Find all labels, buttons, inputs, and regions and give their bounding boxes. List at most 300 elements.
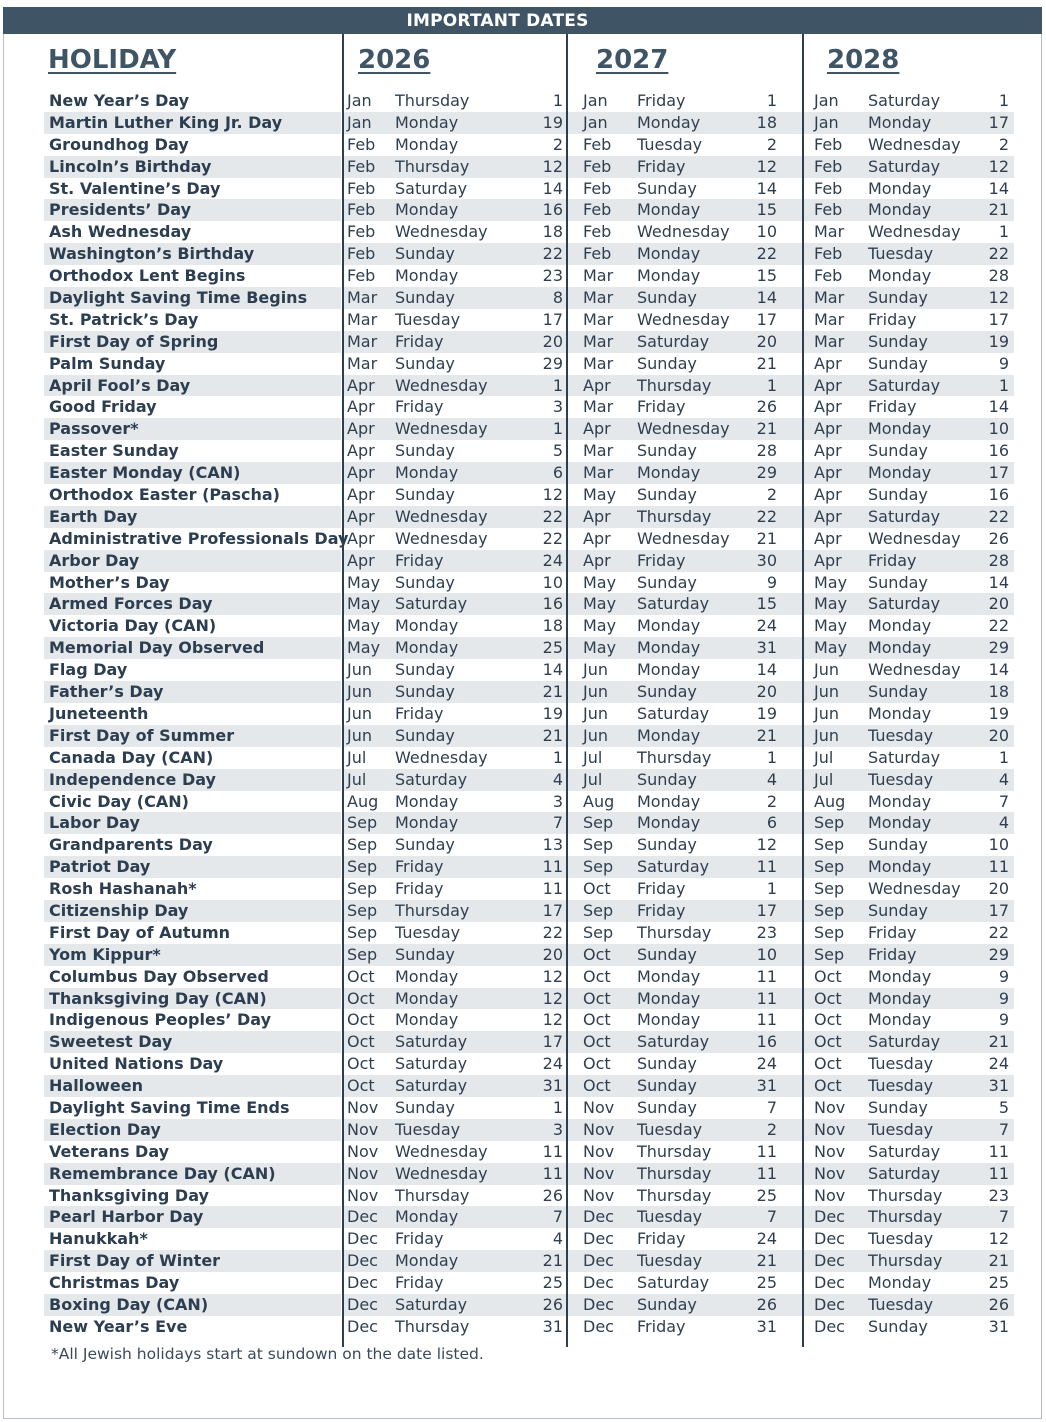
month-cell: Feb: [583, 222, 612, 242]
holiday-name: Palm Sunday: [49, 353, 166, 373]
table-row: [0, 199, 1046, 221]
date-number-cell: 24: [756, 616, 777, 636]
weekday-cell: Thursday: [395, 900, 470, 920]
weekday-cell: Monday: [395, 813, 459, 833]
table-row: [0, 615, 1046, 637]
date-number-cell: 14: [988, 178, 1009, 198]
holiday-name: St. Valentine’s Day: [49, 178, 221, 198]
weekday-cell: Sunday: [637, 353, 697, 373]
date-number-cell: 23: [756, 922, 777, 942]
holiday-name: Easter Monday (CAN): [49, 463, 241, 483]
weekday-cell: Saturday: [395, 1032, 468, 1052]
date-number-cell: 1: [766, 879, 777, 899]
date-number-cell: 6: [552, 463, 563, 483]
date-number-cell: 22: [988, 922, 1009, 942]
date-number-cell: 7: [998, 1207, 1009, 1227]
holiday-name: Lincoln’s Birthday: [49, 156, 212, 176]
date-number-cell: 16: [542, 200, 563, 220]
holiday-header: HOLIDAY: [48, 45, 177, 75]
weekday-cell: Monday: [637, 660, 701, 680]
date-number-cell: 4: [552, 769, 563, 789]
month-cell: Jan: [347, 91, 372, 110]
date-number-cell: 21: [988, 1251, 1009, 1271]
date-number-cell: 20: [542, 944, 563, 964]
date-number-cell: 28: [988, 550, 1009, 570]
holiday-name: Columbus Day Observed: [49, 966, 269, 986]
weekday-cell: Tuesday: [395, 922, 461, 942]
weekday-cell: Monday: [395, 463, 459, 483]
date-number-cell: 16: [756, 1032, 777, 1052]
date-number-cell: 29: [756, 463, 777, 483]
weekday-cell: Monday: [637, 463, 701, 483]
month-cell: Mar: [814, 288, 845, 308]
weekday-cell: Thursday: [637, 1141, 712, 1161]
weekday-cell: Monday: [868, 463, 932, 483]
weekday-cell: Sunday: [395, 353, 455, 373]
weekday-cell: Sunday: [395, 660, 455, 680]
weekday-cell: Tuesday: [868, 1229, 934, 1249]
holiday-name: Earth Day: [49, 506, 138, 526]
month-cell: May: [814, 572, 848, 592]
holiday-name: Veterans Day: [49, 1141, 170, 1161]
weekday-cell: Saturday: [395, 1076, 468, 1096]
month-cell: Sep: [347, 879, 378, 899]
date-number-cell: 21: [542, 682, 563, 702]
date-number-cell: 10: [988, 419, 1009, 439]
month-cell: Nov: [814, 1097, 846, 1117]
weekday-cell: Saturday: [395, 178, 468, 198]
holiday-name: Canada Day (CAN): [49, 747, 214, 767]
weekday-cell: Monday: [395, 1010, 459, 1030]
holiday-name: Thanksgiving Day: [49, 1185, 209, 1205]
weekday-cell: Monday: [395, 966, 459, 986]
date-number-cell: 11: [756, 1163, 777, 1183]
weekday-cell: Tuesday: [868, 769, 934, 789]
date-number-cell: 11: [542, 1141, 563, 1161]
date-number-cell: 4: [552, 1229, 563, 1249]
holiday-name: Father’s Day: [49, 682, 164, 702]
weekday-cell: Thursday: [395, 156, 470, 176]
holiday-name: Pearl Harbor Day: [49, 1207, 204, 1227]
month-cell: Nov: [583, 1185, 615, 1205]
month-cell: Dec: [583, 1251, 614, 1271]
month-cell: May: [583, 638, 617, 658]
month-cell: Nov: [814, 1185, 846, 1205]
month-cell: May: [347, 638, 381, 658]
date-number-cell: 10: [988, 835, 1009, 855]
weekday-cell: Sunday: [637, 485, 697, 505]
date-number-cell: 11: [756, 1010, 777, 1030]
weekday-cell: Friday: [395, 397, 444, 417]
weekday-cell: Saturday: [868, 375, 941, 395]
weekday-cell: Saturday: [868, 91, 941, 110]
table-row: [0, 396, 1046, 418]
weekday-cell: Friday: [868, 397, 917, 417]
date-number-cell: 12: [988, 288, 1009, 308]
weekday-cell: Monday: [868, 616, 932, 636]
weekday-cell: Monday: [868, 857, 932, 877]
month-cell: Sep: [347, 944, 378, 964]
weekday-cell: Monday: [395, 112, 459, 132]
weekday-cell: Monday: [868, 419, 932, 439]
date-number-cell: 21: [756, 725, 777, 745]
table-row: [0, 462, 1046, 484]
month-cell: Feb: [814, 134, 843, 154]
weekday-cell: Thursday: [637, 922, 712, 942]
date-number-cell: 17: [542, 1032, 563, 1052]
month-cell: Mar: [583, 309, 614, 329]
holiday-name: United Nations Day: [49, 1054, 224, 1074]
month-cell: Dec: [583, 1316, 614, 1336]
banner-title: IMPORTANT DATES: [406, 10, 589, 31]
date-number-cell: 4: [998, 769, 1009, 789]
holiday-name: Daylight Saving Time Ends: [49, 1097, 290, 1117]
weekday-cell: Wednesday: [868, 660, 961, 680]
date-number-cell: 14: [988, 397, 1009, 417]
holiday-name: Thanksgiving Day (CAN): [49, 988, 267, 1008]
month-cell: Apr: [814, 353, 842, 373]
month-cell: Mar: [814, 222, 845, 242]
date-number-cell: 14: [756, 660, 777, 680]
date-number-cell: 3: [552, 1119, 563, 1139]
month-cell: Feb: [347, 222, 376, 242]
weekday-cell: Sunday: [637, 288, 697, 308]
date-number-cell: 7: [766, 1097, 777, 1117]
date-number-cell: 31: [542, 1316, 563, 1336]
date-number-cell: 11: [988, 1163, 1009, 1183]
month-cell: Oct: [347, 1076, 375, 1096]
weekday-cell: Saturday: [395, 594, 468, 614]
table-row: [0, 506, 1046, 528]
month-cell: Sep: [814, 944, 845, 964]
weekday-cell: Sunday: [637, 1097, 697, 1117]
date-number-cell: 4: [766, 769, 777, 789]
date-number-cell: 12: [542, 966, 563, 986]
date-number-cell: 9: [766, 572, 777, 592]
month-cell: Mar: [347, 353, 378, 373]
weekday-cell: Thursday: [637, 747, 712, 767]
month-cell: May: [814, 594, 848, 614]
month-cell: Oct: [347, 1032, 375, 1052]
month-cell: Jun: [814, 660, 839, 680]
table-row: [0, 725, 1046, 747]
month-cell: Dec: [347, 1229, 378, 1249]
date-number-cell: 26: [756, 1294, 777, 1314]
weekday-cell: Sunday: [637, 441, 697, 461]
table-row: [0, 593, 1046, 615]
date-number-cell: 25: [542, 1273, 563, 1293]
date-number-cell: 2: [552, 134, 563, 154]
date-number-cell: 7: [998, 1119, 1009, 1139]
date-number-cell: 17: [988, 309, 1009, 329]
month-cell: Dec: [583, 1294, 614, 1314]
weekday-cell: Friday: [395, 550, 444, 570]
month-cell: Dec: [583, 1273, 614, 1293]
date-number-cell: 22: [988, 506, 1009, 526]
table-row: [0, 1228, 1046, 1250]
weekday-cell: Tuesday: [637, 1119, 703, 1139]
date-number-cell: 20: [542, 331, 563, 351]
weekday-cell: Friday: [637, 900, 686, 920]
date-number-cell: 12: [756, 835, 777, 855]
weekday-cell: Sunday: [637, 1294, 697, 1314]
date-number-cell: 18: [542, 222, 563, 242]
date-number-cell: 20: [988, 725, 1009, 745]
month-cell: Dec: [347, 1207, 378, 1227]
weekday-cell: Tuesday: [868, 1294, 934, 1314]
date-number-cell: 2: [766, 791, 777, 811]
weekday-cell: Sunday: [868, 485, 928, 505]
weekday-cell: Monday: [637, 244, 701, 264]
weekday-cell: Monday: [868, 703, 932, 723]
date-number-cell: 30: [756, 550, 777, 570]
date-number-cell: 17: [756, 900, 777, 920]
table-row: [0, 1206, 1046, 1228]
date-number-cell: 21: [542, 1251, 563, 1271]
table-row: [0, 353, 1046, 375]
weekday-cell: Tuesday: [868, 244, 934, 264]
date-number-cell: 11: [756, 966, 777, 986]
date-number-cell: 25: [756, 1273, 777, 1293]
date-number-cell: 22: [542, 922, 563, 942]
month-cell: Oct: [583, 1076, 611, 1096]
weekday-cell: Saturday: [395, 1054, 468, 1074]
weekday-cell: Wednesday: [637, 528, 730, 548]
holiday-name: First Day of Winter: [49, 1251, 221, 1271]
month-cell: Nov: [347, 1185, 379, 1205]
weekday-cell: Tuesday: [637, 1251, 703, 1271]
holiday-name: Citizenship Day: [49, 900, 189, 920]
month-cell: Oct: [814, 1076, 842, 1096]
table-row: [0, 681, 1046, 703]
month-cell: Aug: [347, 791, 379, 811]
weekday-cell: Monday: [868, 1010, 932, 1030]
month-cell: Feb: [583, 244, 612, 264]
month-cell: Jun: [347, 703, 372, 723]
month-cell: Oct: [814, 1010, 842, 1030]
month-cell: Aug: [814, 791, 846, 811]
table-row: [0, 703, 1046, 725]
table-row: [0, 1185, 1046, 1207]
weekday-cell: Sunday: [395, 485, 455, 505]
date-number-cell: 9: [998, 1010, 1009, 1030]
date-number-cell: 15: [756, 266, 777, 286]
holiday-name: Christmas Day: [49, 1273, 180, 1293]
date-number-cell: 9: [998, 353, 1009, 373]
table-row: [0, 966, 1046, 988]
month-cell: Apr: [814, 485, 842, 505]
table-row: [0, 287, 1046, 309]
holiday-name: Presidents’ Day: [49, 200, 192, 220]
month-cell: Jul: [347, 769, 367, 789]
weekday-cell: Monday: [868, 112, 932, 132]
weekday-cell: Thursday: [637, 506, 712, 526]
month-cell: May: [814, 638, 848, 658]
date-number-cell: 3: [552, 397, 563, 417]
month-cell: Dec: [347, 1294, 378, 1314]
date-number-cell: 15: [756, 594, 777, 614]
date-number-cell: 11: [988, 1141, 1009, 1161]
date-number-cell: 7: [552, 813, 563, 833]
month-cell: Mar: [583, 266, 614, 286]
weekday-cell: Monday: [637, 988, 701, 1008]
date-number-cell: 7: [552, 1207, 563, 1227]
weekday-cell: Monday: [395, 791, 459, 811]
date-number-cell: 17: [988, 900, 1009, 920]
month-cell: Mar: [814, 309, 845, 329]
weekday-cell: Thursday: [395, 1185, 470, 1205]
table-row: [0, 812, 1046, 834]
weekday-cell: Sunday: [868, 288, 928, 308]
weekday-cell: Sunday: [637, 178, 697, 198]
month-cell: Apr: [347, 485, 375, 505]
table-row: [0, 878, 1046, 900]
month-cell: Nov: [347, 1141, 379, 1161]
month-cell: Apr: [583, 419, 611, 439]
weekday-cell: Friday: [395, 703, 444, 723]
month-cell: Nov: [814, 1119, 846, 1139]
date-number-cell: 14: [542, 178, 563, 198]
month-cell: Apr: [814, 419, 842, 439]
month-cell: Feb: [814, 200, 843, 220]
holiday-name: Grandparents Day: [49, 835, 213, 855]
table-row: [0, 178, 1046, 200]
weekday-cell: Friday: [395, 1229, 444, 1249]
weekday-cell: Monday: [395, 200, 459, 220]
month-cell: Jan: [347, 112, 372, 132]
weekday-cell: Monday: [395, 616, 459, 636]
weekday-cell: Sunday: [868, 835, 928, 855]
date-number-cell: 17: [756, 309, 777, 329]
month-cell: Mar: [347, 309, 378, 329]
month-cell: Nov: [347, 1119, 379, 1139]
table-row: [0, 331, 1046, 353]
month-cell: Feb: [583, 156, 612, 176]
month-cell: Apr: [583, 506, 611, 526]
month-cell: Mar: [583, 397, 614, 417]
month-cell: Apr: [347, 375, 375, 395]
date-number-cell: 1: [998, 375, 1009, 395]
month-cell: Apr: [347, 550, 375, 570]
holiday-name: Indigenous Peoples’ Day: [49, 1010, 271, 1030]
date-number-cell: 22: [988, 616, 1009, 636]
month-cell: Aug: [583, 791, 615, 811]
holiday-name: Easter Sunday: [49, 441, 179, 461]
month-cell: Sep: [347, 813, 378, 833]
table-row: [0, 1053, 1046, 1075]
weekday-cell: Wednesday: [868, 134, 961, 154]
month-cell: Mar: [583, 288, 614, 308]
table-row: [0, 1075, 1046, 1097]
date-number-cell: 24: [756, 1229, 777, 1249]
month-cell: Feb: [814, 156, 843, 176]
table-row: [0, 1009, 1046, 1031]
month-cell: Apr: [347, 506, 375, 526]
date-number-cell: 22: [542, 244, 563, 264]
date-number-cell: 1: [998, 222, 1009, 242]
weekday-cell: Monday: [637, 791, 701, 811]
title-banner: [3, 7, 1042, 34]
month-cell: Oct: [583, 879, 611, 899]
date-number-cell: 26: [988, 1294, 1009, 1314]
date-number-cell: 11: [756, 988, 777, 1008]
month-cell: Feb: [347, 178, 376, 198]
date-number-cell: 25: [988, 1273, 1009, 1293]
month-cell: Sep: [814, 835, 845, 855]
date-number-cell: 17: [542, 309, 563, 329]
weekday-cell: Saturday: [637, 1032, 710, 1052]
weekday-cell: Saturday: [637, 703, 710, 723]
weekday-cell: Thursday: [637, 1185, 712, 1205]
date-number-cell: 19: [988, 703, 1009, 723]
month-cell: Oct: [583, 966, 611, 986]
date-number-cell: 22: [756, 506, 777, 526]
date-number-cell: 1: [552, 747, 563, 767]
holiday-name: Armed Forces Day: [49, 594, 213, 614]
weekday-cell: Friday: [395, 857, 444, 877]
date-number-cell: 14: [756, 178, 777, 198]
month-cell: Oct: [347, 1054, 375, 1074]
weekday-cell: Sunday: [637, 1076, 697, 1096]
table-row: [0, 484, 1046, 506]
date-number-cell: 21: [988, 200, 1009, 220]
month-cell: Apr: [347, 528, 375, 548]
weekday-cell: Saturday: [395, 769, 468, 789]
date-number-cell: 31: [756, 1076, 777, 1096]
weekday-cell: Wednesday: [637, 419, 730, 439]
date-number-cell: 5: [998, 1097, 1009, 1117]
month-cell: Jul: [583, 769, 603, 789]
date-number-cell: 12: [756, 156, 777, 176]
month-cell: Nov: [583, 1141, 615, 1161]
weekday-cell: Monday: [868, 966, 932, 986]
holiday-name: Groundhog Day: [49, 134, 189, 154]
date-number-cell: 1: [766, 375, 777, 395]
date-number-cell: 28: [988, 266, 1009, 286]
month-cell: Nov: [583, 1119, 615, 1139]
month-cell: Oct: [583, 1032, 611, 1052]
month-cell: Apr: [347, 463, 375, 483]
month-cell: May: [583, 616, 617, 636]
weekday-cell: Friday: [637, 1229, 686, 1249]
table-row: [0, 1250, 1046, 1272]
weekday-cell: Monday: [868, 988, 932, 1008]
weekday-cell: Thursday: [868, 1185, 943, 1205]
date-number-cell: 14: [988, 572, 1009, 592]
weekday-cell: Sunday: [395, 725, 455, 745]
table-row: [0, 856, 1046, 878]
month-cell: Sep: [583, 813, 614, 833]
date-number-cell: 6: [766, 813, 777, 833]
weekday-cell: Friday: [868, 922, 917, 942]
date-number-cell: 25: [756, 1185, 777, 1205]
weekday-cell: Sunday: [868, 1316, 928, 1336]
date-number-cell: 10: [542, 572, 563, 592]
weekday-cell: Saturday: [637, 594, 710, 614]
weekday-cell: Monday: [868, 178, 932, 198]
month-cell: Dec: [583, 1229, 614, 1249]
date-number-cell: 10: [756, 222, 777, 242]
weekday-cell: Sunday: [395, 682, 455, 702]
date-number-cell: 19: [988, 331, 1009, 351]
weekday-cell: Monday: [395, 1251, 459, 1271]
holiday-name: Civic Day (CAN): [49, 791, 189, 811]
month-cell: Jan: [583, 91, 608, 110]
weekday-cell: Monday: [637, 200, 701, 220]
date-number-cell: 11: [542, 1163, 563, 1183]
date-number-cell: 29: [542, 353, 563, 373]
month-cell: Sep: [347, 900, 378, 920]
